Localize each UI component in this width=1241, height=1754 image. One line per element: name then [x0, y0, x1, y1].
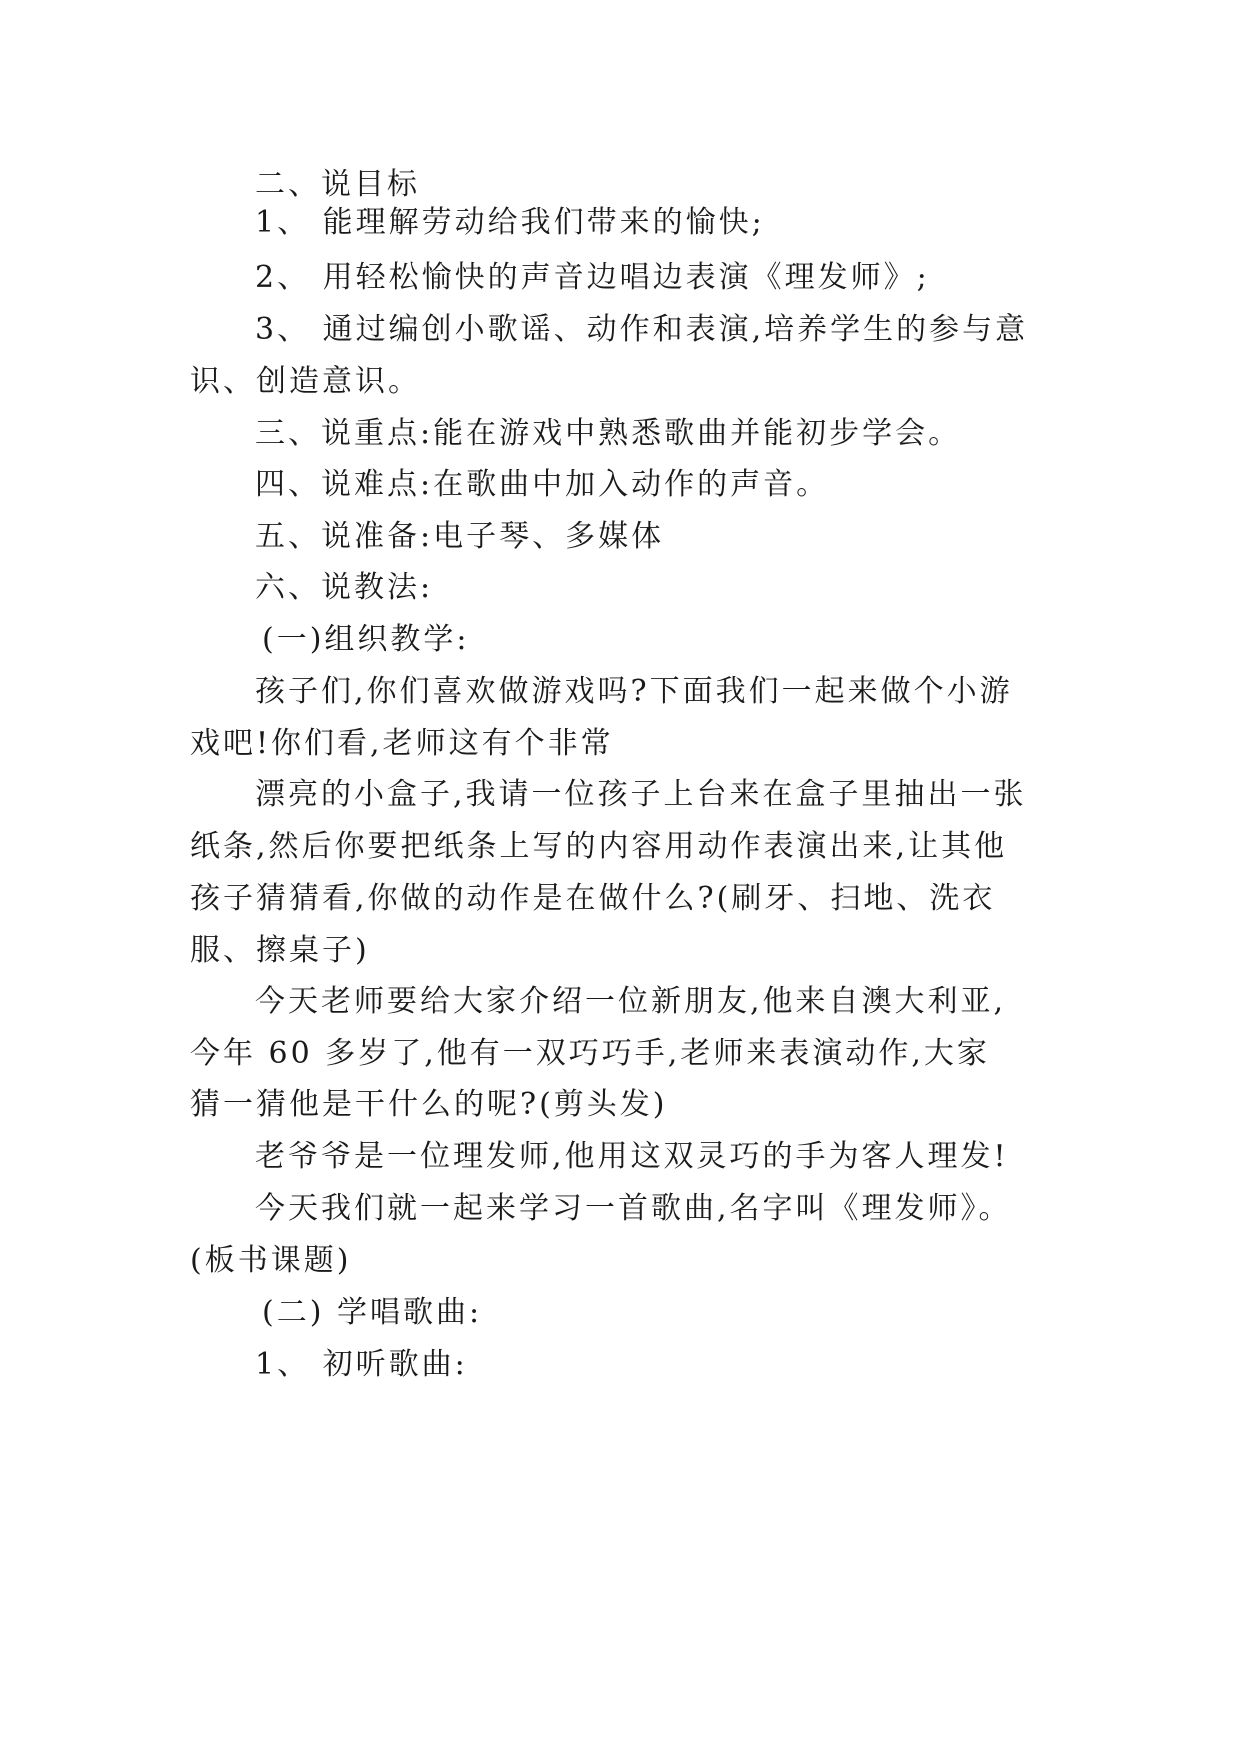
subheading-organize-teaching: (一)组织教学:: [262, 622, 470, 657]
paragraph-4: 老爷爷是一位理发师,他用这双灵巧的手为客人理发!: [255, 1139, 1009, 1174]
goal-item-1: 1、 能理解劳动给我们带来的愉快;: [255, 205, 765, 240]
heading-difficulties: 四、说难点:在歌曲中加入动作的声音。: [255, 467, 830, 502]
goal-item-2: 2、 用轻松愉快的声音边唱边表演《理发师》;: [255, 260, 930, 295]
paragraph-3-line-1: 今天老师要给大家介绍一位新朋友,他来自澳大利亚,: [255, 984, 1007, 1019]
paragraph-3-line-2: 今年 60 多岁了,他有一双巧巧手,老师来表演动作,大家: [190, 1036, 990, 1071]
paragraph-3-line-3: 猜一猜他是干什么的呢?(剪头发): [190, 1087, 668, 1122]
goal-item-3-line-1: 3、 通过编创小歌谣、动作和表演,培养学生的参与意: [255, 312, 1029, 347]
paragraph-1-line-1: 孩子们,你们喜欢做游戏吗?下面我们一起来做个小游: [255, 674, 1013, 709]
paragraph-2-line-4: 服、擦桌子): [190, 933, 370, 968]
subheading-learn-song: (二) 学唱歌曲:: [262, 1295, 483, 1330]
step-item-1: 1、 初听歌曲:: [255, 1347, 468, 1382]
paragraph-5-line-1: 今天我们就一起来学习一首歌曲,名字叫《理发师》。: [255, 1191, 1012, 1226]
heading-key-points: 三、说重点:能在游戏中熟悉歌曲并能初步学会。: [255, 416, 962, 451]
heading-goals: 二、说目标: [255, 167, 420, 202]
paragraph-5-line-2: (板书课题): [190, 1243, 352, 1278]
paragraph-2-line-1: 漂亮的小盒子,我请一位孩子上台来在盒子里抽出一张: [255, 777, 1027, 812]
goal-item-3-line-2: 识、创造意识。: [190, 364, 421, 399]
paragraph-2-line-2: 纸条,然后你要把纸条上写的内容用动作表演出来,让其他: [190, 829, 1008, 864]
paragraph-2-line-3: 孩子猜猜看,你做的动作是在做什么?(刷牙、扫地、洗衣: [190, 881, 996, 916]
heading-teaching-methods: 六、说教法:: [255, 570, 434, 605]
heading-preparation: 五、说准备:电子琴、多媒体: [255, 519, 665, 554]
paragraph-1-line-2: 戏吧!你们看,老师这有个非常: [190, 726, 614, 761]
